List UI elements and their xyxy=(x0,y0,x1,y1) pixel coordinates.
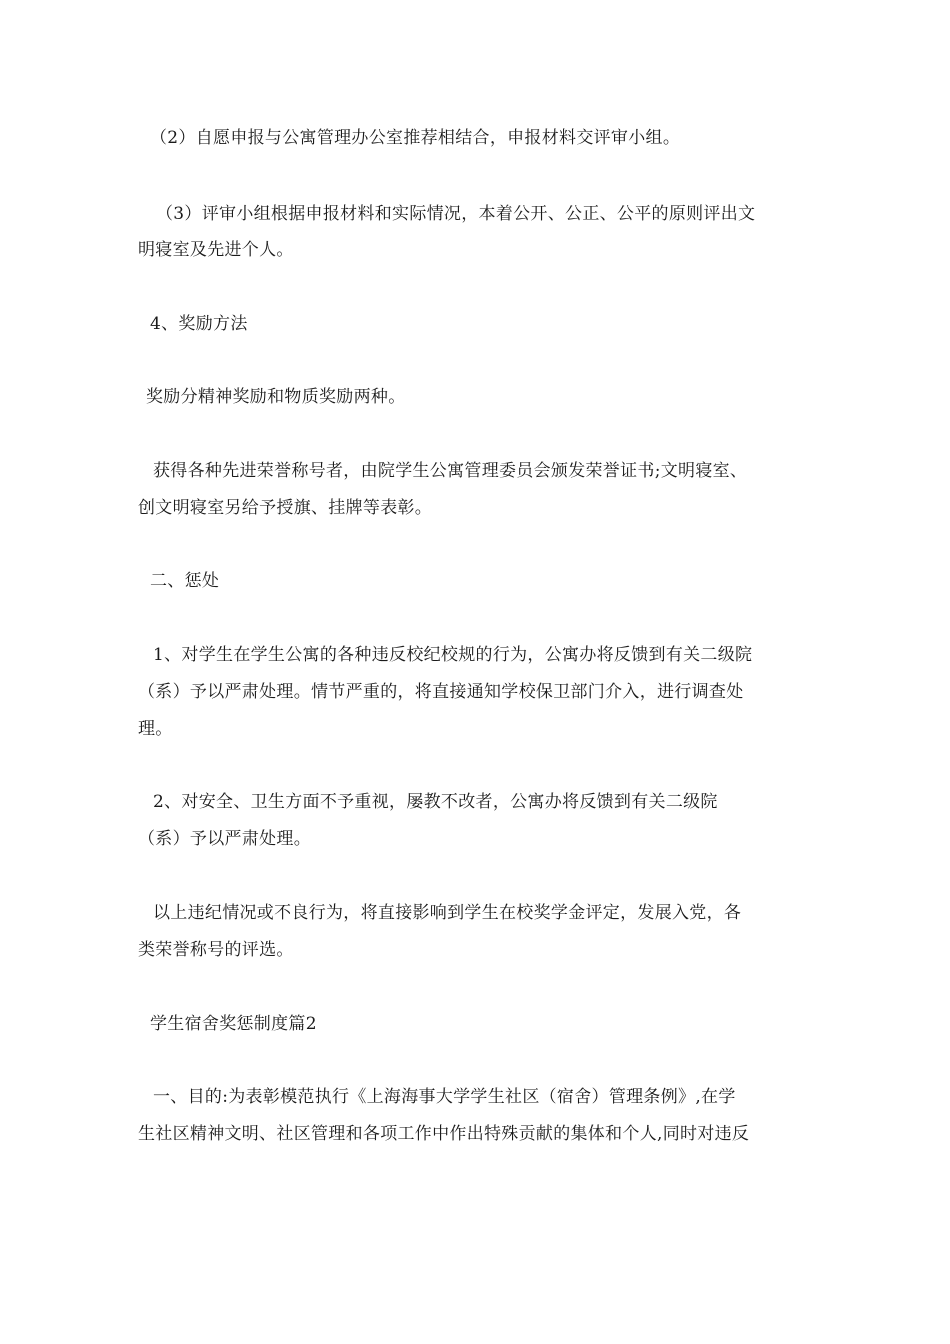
text-line: 类荣誉称号的评选。 xyxy=(138,940,294,960)
section-heading: 4、奖励方法 xyxy=(150,314,248,334)
text-line: 创文明寝室另给予授旗、挂牌等表彰。 xyxy=(138,498,433,518)
text-line: （系）予以严肃处理。情节严重的，将直接通知学校保卫部门介入，进行调查处 xyxy=(138,682,744,702)
text-line: 理。 xyxy=(138,719,173,739)
text-line: （3）评审小组根据申报材料和实际情况，本着公开、公正、公平的原则评出文 xyxy=(156,204,756,224)
text-line: （系）予以严肃处理。 xyxy=(138,829,311,849)
text-line: 以上违纪情况或不良行为，将直接影响到学生在校奖学金评定，发展入党，各 xyxy=(153,903,742,923)
text-line: 明寝室及先进个人。 xyxy=(138,240,294,260)
section-heading: 二、惩处 xyxy=(150,571,220,591)
text-line: （2）自愿申报与公寓管理办公室推荐相结合，申报材料交评审小组。 xyxy=(150,128,681,148)
text-line: 2、对安全、卫生方面不予重视，屡教不改者，公寓办将反馈到有关二级院 xyxy=(153,792,718,812)
text-line: 1、对学生在学生公寓的各种违反校纪校规的行为，公寓办将反馈到有关二级院 xyxy=(153,645,753,665)
text-line: 奖励分精神奖励和物质奖励两种。 xyxy=(146,387,406,407)
text-line: 获得各种先进荣誉称号者，由院学生公寓管理委员会颁发荣誉证书;文明寝室、 xyxy=(153,461,748,481)
text-line: 一、目的:为表彰模范执行《上海海事大学学生社区（宿舍）管理条例》,在学 xyxy=(153,1087,736,1107)
document-heading: 学生宿舍奖惩制度篇2 xyxy=(150,1014,317,1034)
text-line: 生社区精神文明、社区管理和各项工作中作出特殊贡献的集体和个人,同时对违反 xyxy=(138,1124,750,1144)
